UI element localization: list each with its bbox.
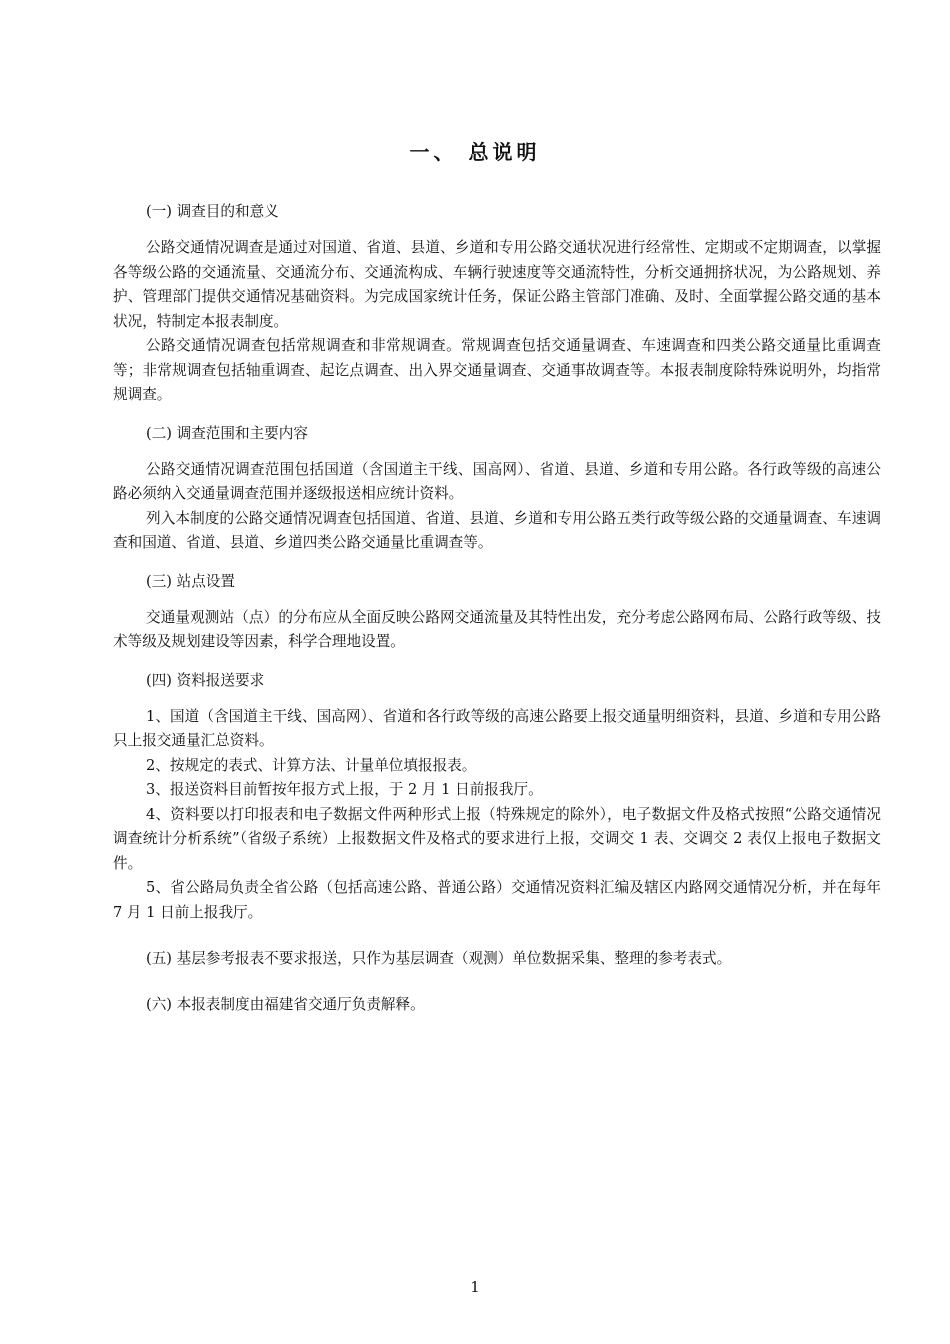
list-item: 3、报送资料目前暂按年报方式上报，于 2 月 1 日前报我厅。 bbox=[146, 781, 543, 798]
section-heading-5: (五) 基层参考报表不要求报送，只作为基层调查（观测）单位数据采集、整理的参考表式。 bbox=[146, 950, 732, 967]
section-heading-2: (二) 调查范围和主要内容 bbox=[146, 424, 308, 442]
list-item: 4、资料要以打印报表和电子数据文件两种形式上报（特殊规定的除外），电子数据文件及格式按照“公路交通情况调查统计分析系统”（省级子系统）上报数据文件及格式的要求进行上报，交调交 1 表、交调交 2 表仅上报电子数据文件。 bbox=[113, 805, 881, 872]
paragraph: 交通量观测站（点）的分布应从全面反映公路网交通流量及其特性出发，充分考虑公路网布局、公路行政等级、技术等级及规划建设等因素，科学合理地设置。 bbox=[113, 608, 881, 650]
list-item: 1、国道（含国道主干线、国高网）、省道和各行政等级的高速公路要上报交通量明细资料，县道、乡道和专用公路只上报交通量汇总资料。 bbox=[113, 707, 881, 749]
section-heading-3: (三) 站点设置 bbox=[146, 572, 235, 590]
page-number: 1 bbox=[470, 1278, 480, 1296]
list-item: 2、按规定的表式、计算方法、计量单位填报报表。 bbox=[146, 756, 477, 774]
document-body bbox=[113, 200, 881, 1017]
page-title: 一、 总说明 bbox=[409, 140, 541, 164]
paragraph: 公路交通情况调查是通过对国道、省道、县道、乡道和专用公路交通状况进行经常性、定期或不定期调查，以掌握各等级公路的交通流量、交通流分布、交通流构成、车辆行驶速度等交通流特性，分析交通拥挤状况，为公路规划、养护、管理部门提供交通情况基础资料。为完成国家统计任务，保证公路主管部门准确、及时、全面掌握公路交通的基本状况，特制定本报表制度。 bbox=[113, 239, 881, 330]
section-heading-1: (一) 调查目的和意义 bbox=[146, 203, 279, 220]
paragraph: 列入本制度的公路交通情况调查包括国道、省道、县道、乡道和专用公路五类行政等级公路的交通量调查、车速调查和国道、省道、县道、乡道四类公路交通量比重调查等。 bbox=[113, 509, 881, 551]
paragraph: 公路交通情况调查范围包括国道（含国道主干线、国高网）、省道、县道、乡道和专用公路。各行政等级的高速公路必须纳入交通量调查范围并逐级报送相应统计资料。 bbox=[113, 460, 881, 502]
section-heading-4: (四) 资料报送要求 bbox=[146, 671, 265, 689]
paragraph: 公路交通情况调查包括常规调查和非常规调查。常规调查包括交通量调查、车速调查和四类公路交通量比重调查等；非常规调查包括轴重调查、起讫点调查、出入界交通量调查、交通事故调查等。本报表制度除特殊说明外，均指常规调查。 bbox=[113, 337, 881, 403]
list-item: 5、省公路局负责全省公路（包括高速公路、普通公路）交通情况资料汇编及辖区内路网交通情况分析，并在每年 7 月 1 日前上报我厅。 bbox=[113, 879, 881, 921]
section-heading-6: (六) 本报表制度由福建省交通厅负责解释。 bbox=[146, 996, 425, 1013]
